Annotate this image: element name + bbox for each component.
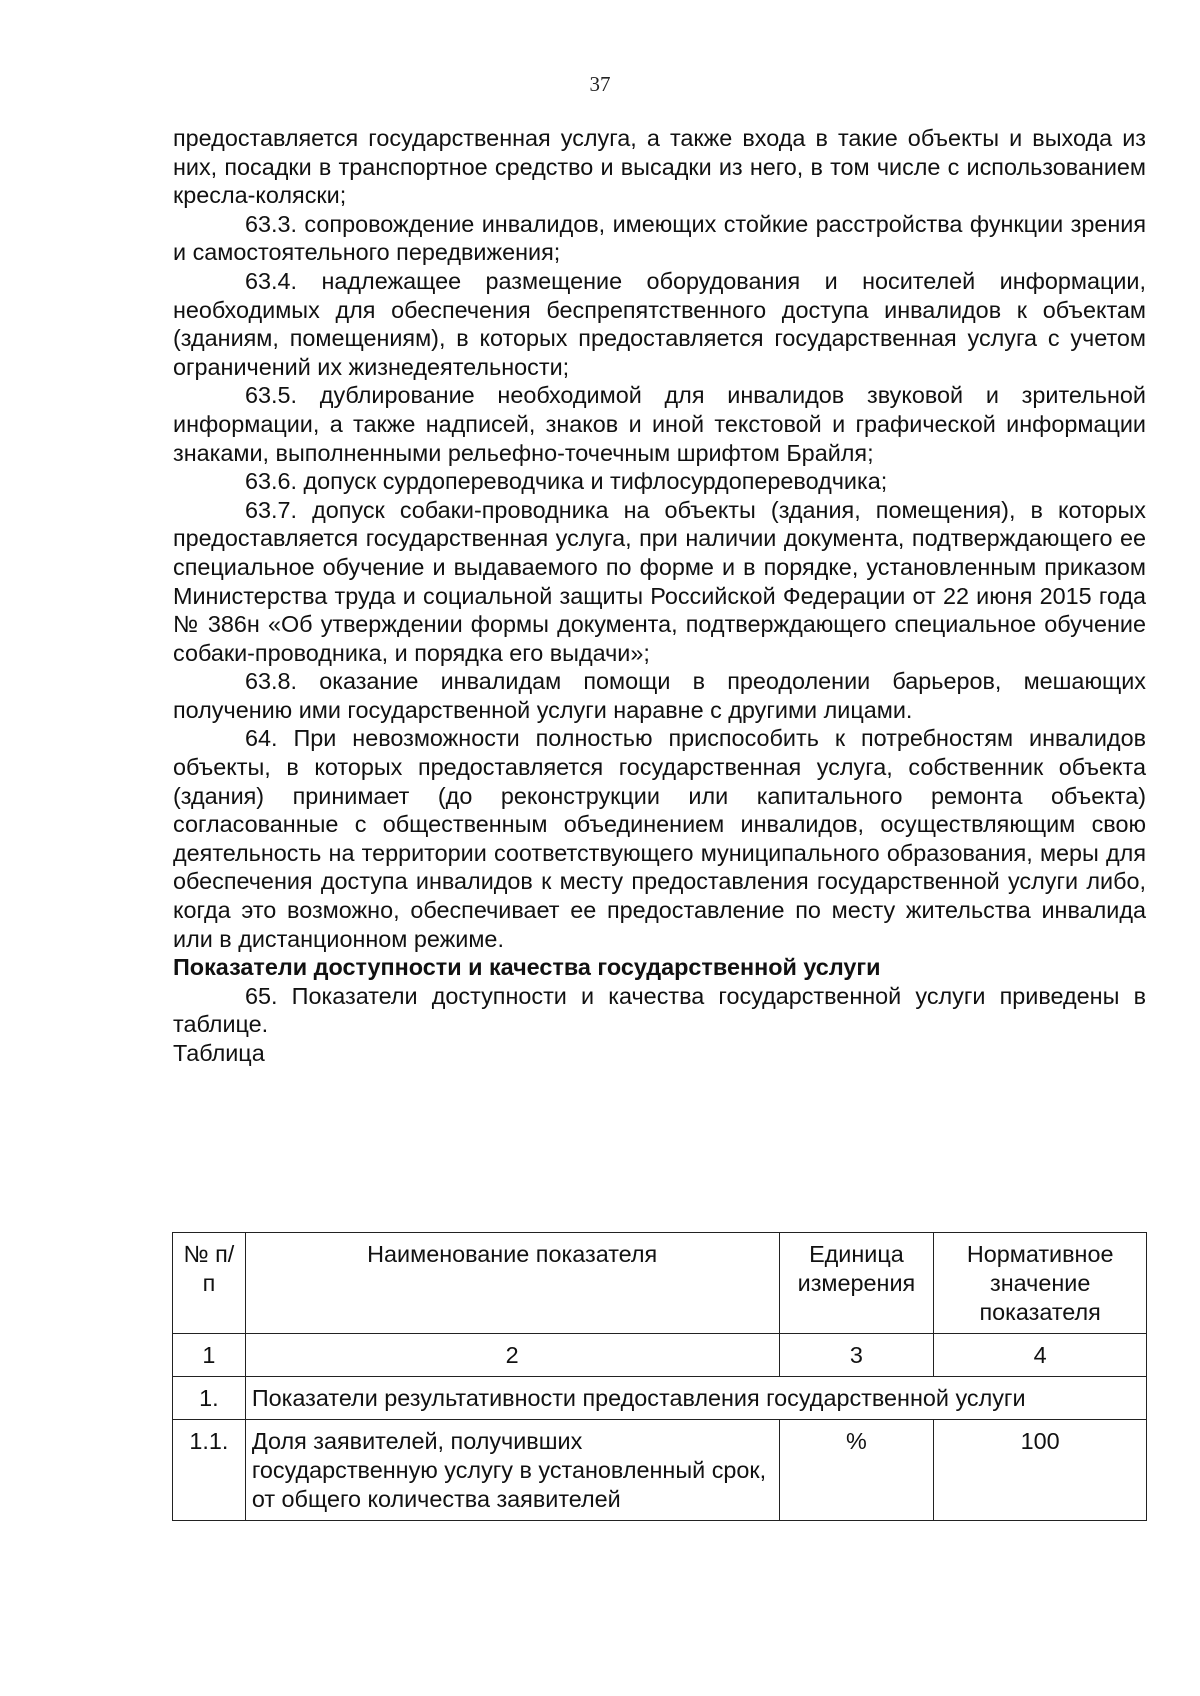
table-row	[173, 1420, 1147, 1521]
header-cell-name: Наименование показателя	[245, 1233, 779, 1334]
paragraph: предоставляется государственная услуга, а также входа в такие объекты и выхода из них, посадки в транспортное средство и высадки из него, в том числе с использованием кресла-коляски;	[173, 125, 1146, 209]
table-caption: Таблица	[173, 1040, 265, 1066]
document-body	[173, 124, 1146, 1068]
column-number-cell: 3	[779, 1334, 934, 1377]
paragraph: 63.4. надлежащее размещение оборудования и носителей информации, необходимых для обеспечения беспрепятственного доступа инвалидов к объектам (зданиям, помещениям), в которых предоставляется государственная услуга с учетом ограничений их жизнедеятельности;	[173, 267, 1146, 380]
column-number-cell: 4	[934, 1334, 1147, 1377]
page-number: 37	[589, 72, 611, 96]
section-heading: Показатели доступности и качества государственной услуги	[173, 954, 881, 981]
row-unit-cell: %	[779, 1420, 934, 1521]
row-name-cell: Доля заявителей, получивших государственную услугу в установленный срок, от общего количества заявителей	[245, 1420, 779, 1521]
table-header-row	[173, 1233, 1147, 1334]
paragraph: 63.3. сопровождение инвалидов, имеющих стойкие расстройства функции зрения и самостоятельного передвижения;	[173, 210, 1146, 266]
paragraph: 63.8. оказание инвалидам помощи в преодолении барьеров, мешающих получению ими государственной услуги наравне с другими лицами.	[173, 668, 1146, 723]
section-number-cell: 1.	[173, 1377, 246, 1420]
column-numbers-row	[173, 1334, 1147, 1377]
header-cell-unit: Единица измерения	[779, 1233, 934, 1334]
header-cell-number: № п/п	[173, 1233, 246, 1334]
intro-paragraph: 65. Показатели доступности и качества государственной услуги приведены в таблице.	[173, 982, 1146, 1038]
column-number-cell: 1	[173, 1334, 246, 1377]
section-title-cell: Показатели результативности предоставления государственной услуги	[245, 1377, 1146, 1420]
row-value-cell: 100	[934, 1420, 1147, 1521]
column-number-cell: 2	[245, 1334, 779, 1377]
header-cell-value: Нормативное значение показателя	[934, 1233, 1147, 1334]
paragraph: 63.5. дублирование необходимой для инвалидов звуковой и зрительной информации, а также надписей, знаков и иной текстовой и графической информации знаками, выполненными рельефно-точечным шрифтом Брайля;	[173, 382, 1146, 466]
table-section-row	[173, 1377, 1147, 1420]
paragraph: 64. При невозможности полностью приспособить к потребностям инвалидов объекты, в которых предоставляется государственная услуга, собственник объекта (здания) принимает (до реконструкции или капитального ремонта объекта) согласованные с общественным объединением инвалидов, осуществляющим свою деятельность на территории соответствующего муниципального образования, меры для обеспечения доступа инвалидов к месту предоставления государственной услуги либо, когда это возможно, обеспечивает ее предоставление по месту жительства инвалида или в дистанционном режиме.	[173, 725, 1146, 952]
indicators-table	[172, 1232, 1147, 1521]
paragraph: 63.7. допуск собаки-проводника на объекты (здания, помещения), в которых предоставляется государственная услуга, при наличии документа, подтверждающего ее специальное обучение и выдаваемого по форме и в порядке, установленным приказом Министерства труда и социальной защиты Российской Федерации от 22 июня 2015 года № 386н «Об утверждении формы документа, подтверждающего специальное обучение собаки-проводника, и порядка его выдачи»;	[173, 496, 1146, 666]
paragraph: 63.6. допуск сурдопереводчика и тифлосурдопереводчика;	[245, 468, 888, 495]
row-number-cell: 1.1.	[173, 1420, 246, 1521]
